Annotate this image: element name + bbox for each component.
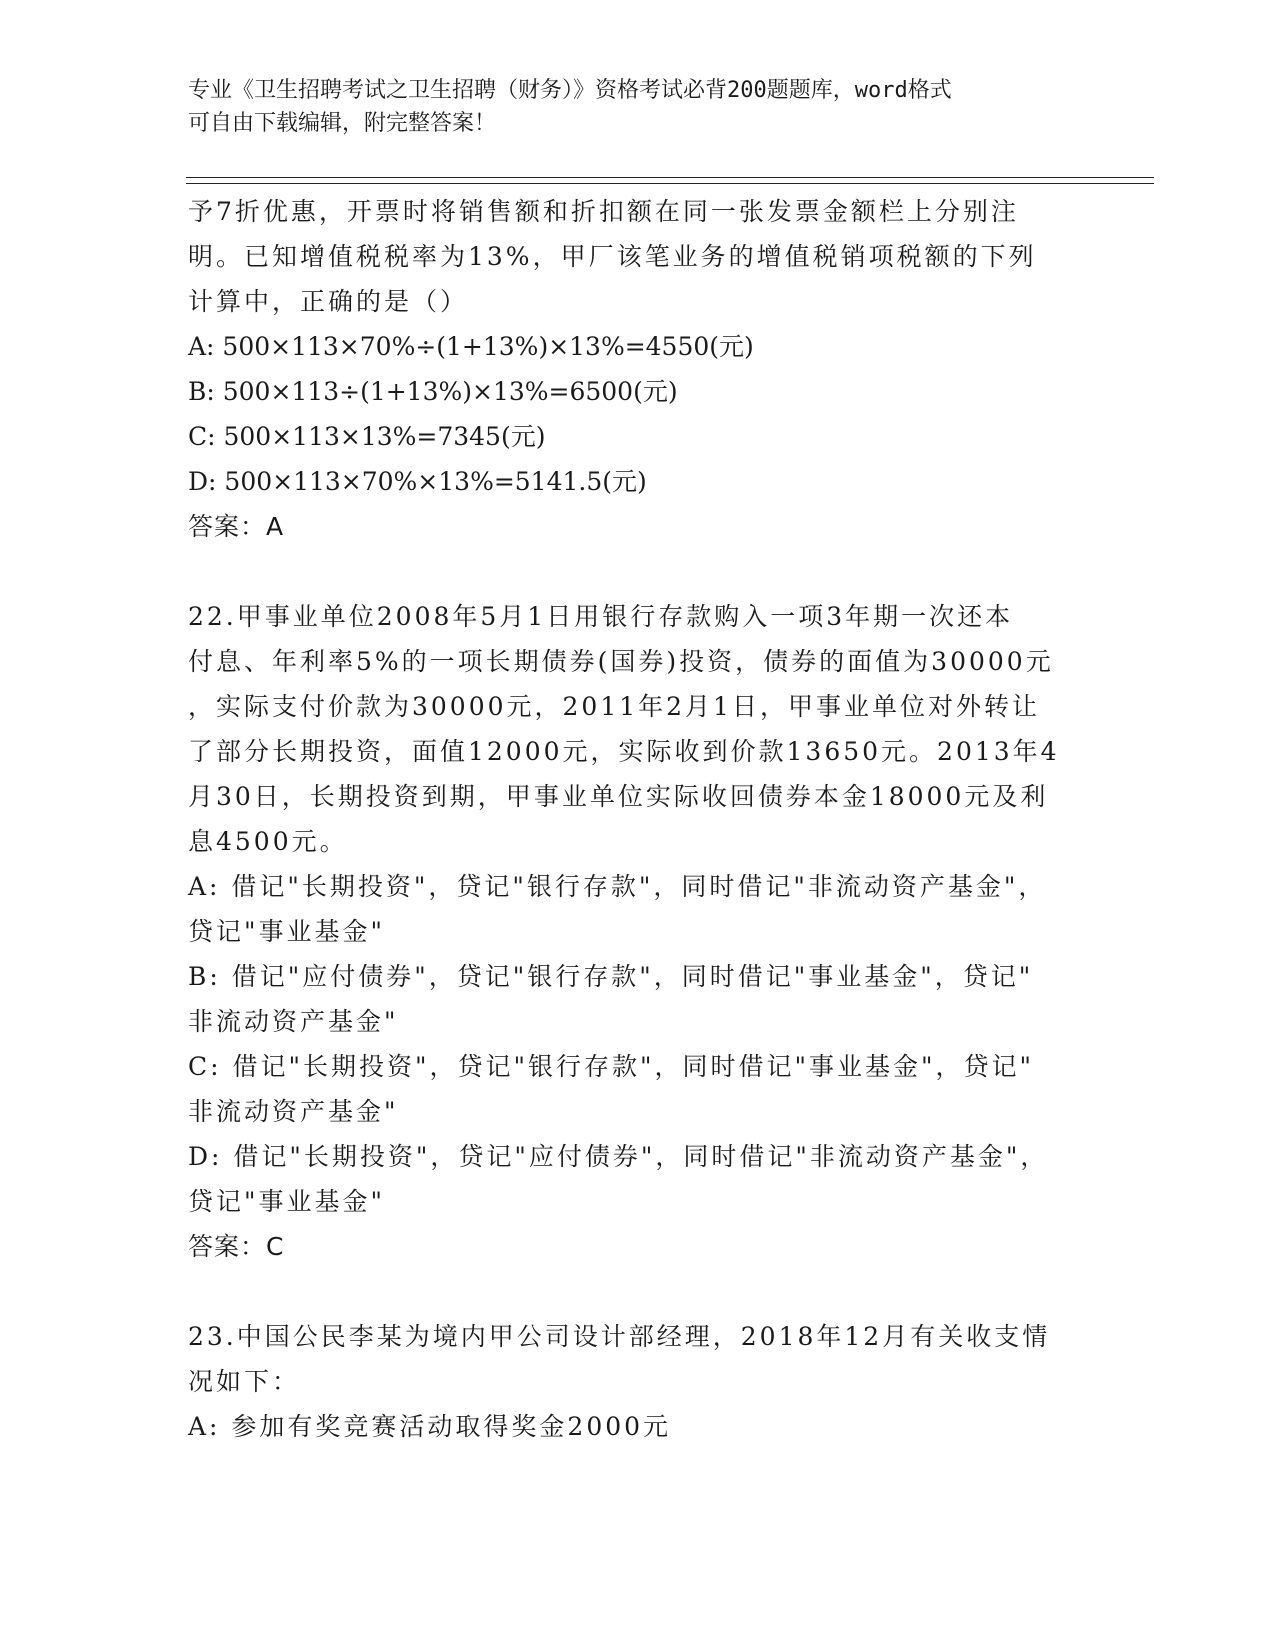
option-c-continued: 非流动资产基金"	[188, 1097, 399, 1126]
option-a-continued: 贷记"事业基金"	[188, 917, 385, 946]
question-stem-line: ，实际支付价款为30000元，2011年2月1日，甲事业单位对外转让	[188, 692, 1040, 721]
question-stem-line: 23.中国公民李某为境内甲公司设计部经理，2018年12月有关收支情	[188, 1322, 1051, 1351]
option-b: B: 借记"应付债券"，贷记"银行存款"，同时借记"事业基金"，贷记"	[188, 962, 1034, 991]
option-a: A: 参加有奖竞赛活动取得奖金2000元	[188, 1412, 672, 1441]
header-divider-bottom	[186, 183, 1154, 184]
header-divider-top	[186, 177, 1154, 178]
question-stem-line: 计算中，正确的是（）	[188, 287, 469, 316]
spacer	[188, 549, 1068, 594]
option-c: C: 500×113×13%=7345(元)	[188, 422, 546, 451]
option-d-continued: 贷记"事业基金"	[188, 1187, 385, 1216]
header-line-2: 可自由下载编辑，附完整答案！	[188, 111, 497, 136]
answer-label: 答案：C	[188, 1232, 285, 1261]
question-stem-line: 息4500元。	[188, 827, 348, 856]
header-line-1: 专业《卫生招聘考试之卫生招聘（财务）》资格考试必背200题题库，word格式	[188, 78, 952, 103]
question-stem-line: 月30日，长期投资到期，甲事业单位实际收回债券本金18000元及利	[188, 782, 1049, 811]
option-a: A: 借记"长期投资"，贷记"银行存款"，同时借记"非流动资产基金"，	[188, 872, 1047, 901]
question-stem-line: 付息、年利率5%的一项长期债券(国券)投资，债券的面值为30000元	[188, 647, 1054, 676]
option-c: C: 借记"长期投资"，贷记"银行存款"，同时借记"事业基金"，贷记"	[188, 1052, 1034, 1081]
question-stem-line: 况如下：	[188, 1367, 301, 1396]
question-stem-line: 予7折优惠，开票时将销售额和折扣额在同一张发票金额栏上分别注	[188, 197, 1019, 226]
answer-label: 答案：A	[188, 512, 285, 541]
option-d: D: 借记"长期投资"，贷记"应付债券"，同时借记"非流动资产基金"，	[188, 1142, 1049, 1171]
question-stem-line: 22.甲事业单位2008年5月1日用银行存款购入一项3年期一次还本	[188, 602, 1014, 631]
page-header	[188, 74, 1068, 140]
option-b: B: 500×113÷(1+13%)×13%=6500(元)	[188, 377, 678, 406]
option-d: D: 500×113×70%×13%=5141.5(元)	[188, 467, 647, 496]
question-21	[188, 189, 1068, 549]
question-stem-line: 明。已知增值税税率为13%，甲厂该笔业务的增值税销项税额的下列	[188, 242, 1037, 271]
option-a: A: 500×113×70%÷(1+13%)×13%=4550(元)	[188, 332, 754, 361]
spacer	[188, 1269, 1068, 1314]
question-content	[188, 189, 1068, 1449]
option-b-continued: 非流动资产基金"	[188, 1007, 399, 1036]
question-23	[188, 1314, 1068, 1449]
question-22	[188, 594, 1068, 1269]
question-stem-line: 了部分长期投资，面值12000元，实际收到价款13650元。2013年4	[188, 737, 1060, 766]
